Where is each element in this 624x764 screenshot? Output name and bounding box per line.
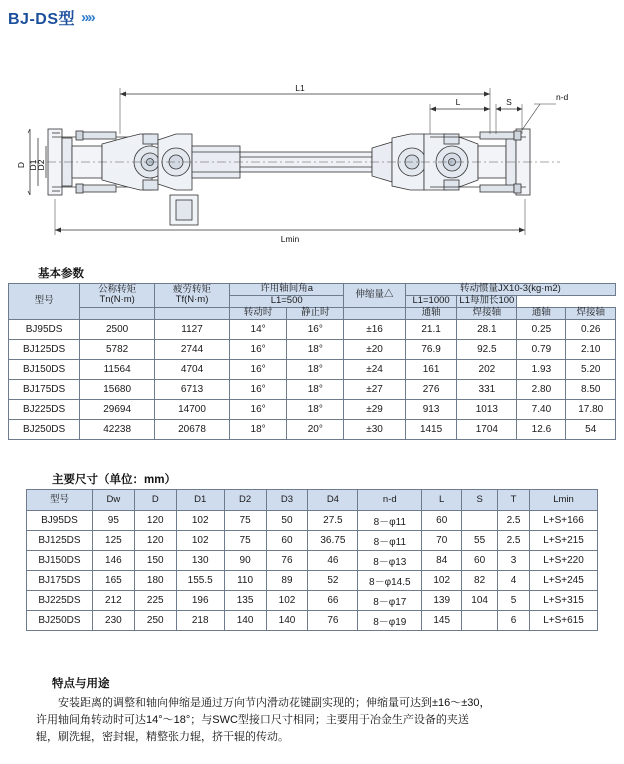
- cell-inertia-per100: 17.80: [566, 399, 616, 419]
- cell-d3: 50: [266, 511, 308, 531]
- page-header: [8, 6, 94, 29]
- cell-inertia-per100: 5.20: [566, 359, 616, 379]
- cell-model: BJ150DS: [9, 359, 80, 379]
- cell-inertia-1000: 1.93: [517, 359, 566, 379]
- th-dim-3: D1: [176, 490, 224, 511]
- cell-inertia-500-through: 913: [405, 399, 457, 419]
- cell-angle-static: 18°: [287, 379, 344, 399]
- th-angle-rotating: 转动时: [229, 307, 286, 319]
- th-l1-1000: L1=1000: [405, 295, 457, 307]
- dimension-label-n-d: n-d: [556, 92, 569, 102]
- cell-s: [462, 511, 498, 531]
- cell-model: BJ225DS: [9, 399, 80, 419]
- dimension-label-l1: L1: [295, 83, 305, 93]
- th-inertia: 转动惯量JX10-3(kg·m2): [405, 284, 615, 296]
- table-header-row-3: [9, 307, 616, 319]
- features-line-1: 安装距离的调整和轴向伸缩是通过万向节内滑动花键副实现的；伸缩量可达到±16～±30，: [58, 697, 491, 709]
- cell-lmin: L+S+220: [530, 551, 598, 571]
- th-allow-angle: 许用轴间角a: [229, 284, 343, 296]
- cell-tf: 1127: [155, 319, 230, 339]
- cell-inertia-500-through: 276: [405, 379, 457, 399]
- cell-angle-rotating: 14°: [229, 319, 286, 339]
- cell-t: 4: [498, 571, 530, 591]
- th-dim-4: D2: [224, 490, 266, 511]
- cell-n-d: 8－φ13: [358, 551, 422, 571]
- cell-d2: 140: [224, 611, 266, 631]
- cell-angle-static: 16°: [287, 319, 344, 339]
- cell-s: 55: [462, 531, 498, 551]
- product-drawing: [0, 34, 624, 256]
- cell-l: 139: [422, 591, 462, 611]
- cell-inertia-500-welded: 1704: [457, 419, 517, 439]
- cell-angle-rotating: 18°: [229, 419, 286, 439]
- cell-tn: 5782: [80, 339, 155, 359]
- cell-inertia-per100: 2.10: [566, 339, 616, 359]
- th-rated-torque-span: [80, 307, 155, 319]
- dimension-label-d1: D1: [28, 159, 38, 171]
- th-model: 型号: [9, 284, 80, 320]
- cell-d3: 76: [266, 551, 308, 571]
- th-through-shaft-1: 通轴: [405, 307, 457, 319]
- cell-tf: 4704: [155, 359, 230, 379]
- cell-extension: ±20: [344, 339, 405, 359]
- cell-extension: ±27: [344, 379, 405, 399]
- basic-params-caption: 基本参数: [38, 268, 84, 280]
- cell-lmin: L+S+166: [530, 511, 598, 531]
- cell-inertia-1000: 7.40: [517, 399, 566, 419]
- th-dim-5: D3: [266, 490, 308, 511]
- cell-tf: 6713: [155, 379, 230, 399]
- cell-tn: 15680: [80, 379, 155, 399]
- th-rated-torque: [80, 284, 155, 308]
- drawing-svg: [0, 34, 624, 256]
- table-header-row: [27, 490, 598, 511]
- th-extension: 伸缩量△: [344, 284, 405, 308]
- cell-extension: ±29: [344, 399, 405, 419]
- cell-d4: 52: [308, 571, 358, 591]
- dimensions-table: [26, 489, 598, 631]
- cell-lmin: L+S+615: [530, 611, 598, 631]
- cell-tn: 2500: [80, 319, 155, 339]
- cell-d2: 75: [224, 511, 266, 531]
- th-fatigue-torque-l2: Tf(N·m): [175, 294, 209, 306]
- cell-t: 2.5: [498, 531, 530, 551]
- cell-angle-static: 18°: [287, 339, 344, 359]
- cell-inertia-500-through: 1415: [405, 419, 457, 439]
- features-line-2: 许用轴间角转动时可达14°～18°；与SWC型接口尺寸相同；主要用于冶金生产设备的夹送: [36, 714, 469, 727]
- table-row: [9, 339, 616, 359]
- cell-d1: 102: [176, 531, 224, 551]
- cell-d1: 196: [176, 591, 224, 611]
- table-row: [9, 319, 616, 339]
- cell-d1: 155.5: [176, 571, 224, 591]
- cell-inertia-500-welded: 1013: [457, 399, 517, 419]
- cell-model: BJ150DS: [27, 551, 93, 571]
- cell-d: 180: [134, 571, 176, 591]
- cell-d: 225: [134, 591, 176, 611]
- cell-d4: 27.5: [308, 511, 358, 531]
- cell-inertia-500-welded: 331: [457, 379, 517, 399]
- cell-tf: 20678: [155, 419, 230, 439]
- th-l1-500: L1=500: [229, 295, 343, 307]
- th-fatigue-torque-l1: 疲劳转矩: [173, 283, 212, 295]
- cell-d1: 218: [176, 611, 224, 631]
- cell-s: 104: [462, 591, 498, 611]
- table-row: [9, 399, 616, 419]
- cell-dw: 230: [92, 611, 134, 631]
- cell-inertia-500-welded: 92.5: [457, 339, 517, 359]
- cell-t: 5: [498, 591, 530, 611]
- th-fatigue-torque: [155, 284, 230, 308]
- cell-d3: 89: [266, 571, 308, 591]
- th-extension-span: [344, 307, 405, 319]
- cell-model: BJ225DS: [27, 591, 93, 611]
- cell-dw: 212: [92, 591, 134, 611]
- features-line-3: 辊，刷洗辊，密封辊，精整张力辊，挤干辊的传动。: [36, 731, 289, 744]
- cell-n-d: 8－φ11: [358, 511, 422, 531]
- cell-t: 3: [498, 551, 530, 571]
- cell-model: BJ95DS: [27, 511, 93, 531]
- cell-inertia-500-through: 161: [405, 359, 457, 379]
- cell-dw: 95: [92, 511, 134, 531]
- cell-d: 250: [134, 611, 176, 631]
- th-rated-torque-l1: 公称转矩: [98, 283, 137, 295]
- cell-tf: 14700: [155, 399, 230, 419]
- chevron-right-icon: »»: [81, 9, 94, 26]
- cell-t: 6: [498, 611, 530, 631]
- cell-d2: 110: [224, 571, 266, 591]
- cell-inertia-per100: 0.26: [566, 319, 616, 339]
- cell-inertia-500-through: 76.9: [405, 339, 457, 359]
- dimension-label-l: L: [455, 97, 461, 107]
- cell-n-d: 8－φ17: [358, 591, 422, 611]
- cell-d3: 140: [266, 611, 308, 631]
- table-row: [9, 419, 616, 439]
- cell-d2: 135: [224, 591, 266, 611]
- cell-dw: 146: [92, 551, 134, 571]
- cell-inertia-per100: 54: [566, 419, 616, 439]
- features-caption: 特点与用途: [52, 678, 110, 690]
- cell-d4: 76: [308, 611, 358, 631]
- table-header-row: [9, 284, 616, 296]
- page-title: BJ-DS型: [8, 11, 76, 28]
- cell-angle-rotating: 16°: [229, 379, 286, 399]
- th-dim-6: D4: [308, 490, 358, 511]
- th-welded-shaft-2: 焊接轴: [566, 307, 616, 319]
- table-row: [27, 591, 598, 611]
- cell-n-d: 8－φ14.5: [358, 571, 422, 591]
- dimension-label-lmin: Lmin: [280, 234, 300, 244]
- th-dim-2: D: [134, 490, 176, 511]
- cell-n-d: 8－φ19: [358, 611, 422, 631]
- th-fatigue-torque-span: [155, 307, 230, 319]
- cell-t: 2.5: [498, 511, 530, 531]
- cell-angle-static: 20°: [287, 419, 344, 439]
- cell-d4: 66: [308, 591, 358, 611]
- cell-d: 120: [134, 531, 176, 551]
- cell-d2: 90: [224, 551, 266, 571]
- table-row: [27, 571, 598, 591]
- dimension-label-d: D: [16, 161, 26, 169]
- th-dim-7: n-d: [358, 490, 422, 511]
- cell-model: BJ175DS: [27, 571, 93, 591]
- cell-inertia-1000: 0.25: [517, 319, 566, 339]
- cell-l: 60: [422, 511, 462, 531]
- th-dim-0: 型号: [27, 490, 93, 511]
- table-row: [9, 379, 616, 399]
- cell-l: 145: [422, 611, 462, 631]
- cell-inertia-per100: 8.50: [566, 379, 616, 399]
- cell-lmin: L+S+215: [530, 531, 598, 551]
- dimension-label-s: S: [506, 97, 512, 107]
- features-text: [36, 695, 596, 746]
- cell-d1: 130: [176, 551, 224, 571]
- cell-d1: 102: [176, 511, 224, 531]
- cell-angle-rotating: 16°: [229, 399, 286, 419]
- cell-extension: ±30: [344, 419, 405, 439]
- th-dim-1: Dw: [92, 490, 134, 511]
- cell-dw: 165: [92, 571, 134, 591]
- cell-inertia-1000: 2.80: [517, 379, 566, 399]
- cell-model: BJ175DS: [9, 379, 80, 399]
- th-dim-8: L: [422, 490, 462, 511]
- th-dim-9: S: [462, 490, 498, 511]
- cell-d3: 60: [266, 531, 308, 551]
- table-row: [27, 551, 598, 571]
- cell-inertia-1000: 0.79: [517, 339, 566, 359]
- cell-s: 82: [462, 571, 498, 591]
- table-row: [27, 531, 598, 551]
- cell-angle-rotating: 16°: [229, 339, 286, 359]
- cell-inertia-500-welded: 28.1: [457, 319, 517, 339]
- cell-s: 60: [462, 551, 498, 571]
- cell-model: BJ95DS: [9, 319, 80, 339]
- cell-lmin: L+S+245: [530, 571, 598, 591]
- cell-s: [462, 611, 498, 631]
- cell-tf: 2744: [155, 339, 230, 359]
- cell-d3: 102: [266, 591, 308, 611]
- cell-tn: 11564: [80, 359, 155, 379]
- cell-angle-static: 18°: [287, 399, 344, 419]
- th-rated-torque-l2: Tn(N·m): [99, 294, 135, 306]
- cell-model: BJ250DS: [27, 611, 93, 631]
- cell-model: BJ125DS: [9, 339, 80, 359]
- cell-model: BJ125DS: [27, 531, 93, 551]
- cell-inertia-500-through: 21.1: [405, 319, 457, 339]
- cell-l: 84: [422, 551, 462, 571]
- cell-dw: 125: [92, 531, 134, 551]
- dimension-label-d2: D2: [36, 159, 46, 171]
- cell-angle-rotating: 16°: [229, 359, 286, 379]
- cell-angle-static: 18°: [287, 359, 344, 379]
- cell-tn: 29694: [80, 399, 155, 419]
- th-l1-plus100: L1每加长100: [457, 295, 517, 307]
- th-through-shaft-2: 通轴: [517, 307, 566, 319]
- cell-lmin: L+S+315: [530, 591, 598, 611]
- cell-d2: 75: [224, 531, 266, 551]
- table-row: [9, 359, 616, 379]
- cell-d4: 36.75: [308, 531, 358, 551]
- cell-inertia-500-welded: 202: [457, 359, 517, 379]
- cell-l: 70: [422, 531, 462, 551]
- cell-d: 120: [134, 511, 176, 531]
- cell-n-d: 8－φ11: [358, 531, 422, 551]
- basic-parameters-table: [8, 283, 616, 440]
- table-row: [27, 511, 598, 531]
- cell-tn: 42238: [80, 419, 155, 439]
- cell-model: BJ250DS: [9, 419, 80, 439]
- dimensions-caption: 主要尺寸（单位：mm）: [52, 474, 176, 486]
- th-welded-shaft-1: 焊接轴: [457, 307, 517, 319]
- th-dim-11: Lmin: [530, 490, 598, 511]
- table-row: [27, 611, 598, 631]
- cell-d4: 46: [308, 551, 358, 571]
- cell-extension: ±16: [344, 319, 405, 339]
- cell-inertia-1000: 12.6: [517, 419, 566, 439]
- th-angle-static: 静止时: [287, 307, 344, 319]
- th-dim-10: T: [498, 490, 530, 511]
- cell-l: 102: [422, 571, 462, 591]
- cell-extension: ±24: [344, 359, 405, 379]
- cell-d: 150: [134, 551, 176, 571]
